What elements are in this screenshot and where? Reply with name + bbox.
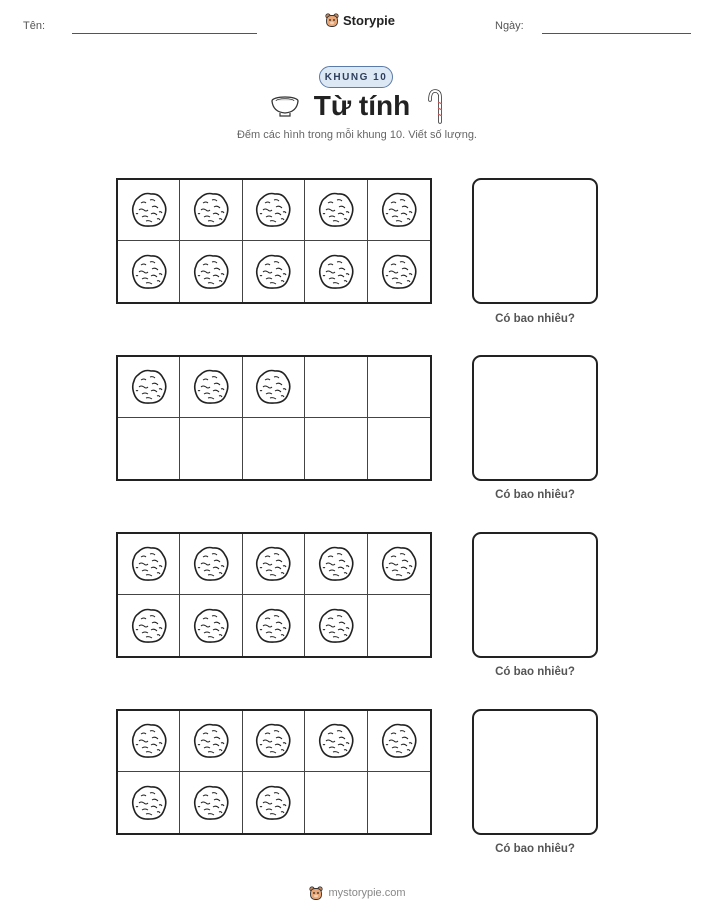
page-title: Từ tính	[313, 90, 411, 121]
ten-frame-cell	[305, 357, 367, 418]
ten-frame-cell	[180, 418, 242, 479]
rock-icon	[252, 720, 294, 762]
question-label: Có bao nhiêu?	[495, 313, 575, 325]
rock-icon	[315, 605, 357, 647]
bear-mascot-icon	[308, 885, 324, 901]
ten-frame-cell	[243, 357, 305, 418]
ten-frame-cell	[180, 534, 242, 595]
ten-frame	[116, 532, 432, 658]
rock-icon	[252, 366, 294, 408]
ten-frame-cell	[180, 711, 242, 772]
ten-frame-cell	[305, 772, 367, 833]
ten-frame-cell	[305, 711, 367, 772]
ten-frame-cell	[180, 180, 242, 241]
brand-name: Storypie	[343, 12, 396, 28]
date-field[interactable]	[542, 33, 691, 34]
rock-icon	[128, 189, 170, 231]
worksheet-type-badge: KHUNG 10	[319, 66, 393, 88]
rock-icon	[190, 189, 232, 231]
ten-frame-cell	[368, 241, 430, 302]
footer	[0, 885, 714, 901]
name-field[interactable]	[72, 33, 257, 34]
ten-frame-cell	[118, 534, 180, 595]
instructions: Đếm các hình trong mỗi khung 10. Viết số lượng.	[236, 129, 477, 141]
ten-frame-cell	[305, 534, 367, 595]
rock-icon	[190, 366, 232, 408]
ten-frame-cell	[118, 241, 180, 302]
ten-frame-cell	[368, 595, 430, 656]
ten-frame-cell	[243, 418, 305, 479]
ten-frame	[116, 355, 432, 481]
ten-frame	[116, 178, 432, 304]
ten-frame-cell	[243, 595, 305, 656]
rock-icon	[252, 543, 294, 585]
rock-icon	[378, 543, 420, 585]
ten-frame-cell	[305, 418, 367, 479]
ten-frame-cell	[118, 595, 180, 656]
rock-icon	[128, 720, 170, 762]
ten-frame-cell	[368, 357, 430, 418]
question-label: Có bao nhiêu?	[495, 666, 575, 678]
footer-url: mystorypie.com	[328, 887, 406, 899]
ten-frame-cell	[305, 595, 367, 656]
cane-icon	[424, 88, 444, 124]
ten-frame-cell	[180, 357, 242, 418]
rock-icon	[315, 251, 357, 293]
ten-frame-cell	[243, 534, 305, 595]
rock-icon	[378, 189, 420, 231]
answer-box[interactable]	[472, 709, 598, 835]
rock-icon	[128, 543, 170, 585]
rock-icon	[190, 251, 232, 293]
rock-icon	[128, 605, 170, 647]
ten-frame-cell	[368, 418, 430, 479]
rock-icon	[128, 366, 170, 408]
bear-mascot-icon	[324, 12, 340, 28]
rock-icon	[252, 782, 294, 824]
ten-frame-cell	[243, 711, 305, 772]
ten-frame-cell	[368, 772, 430, 833]
ten-frame-cell	[305, 241, 367, 302]
rock-icon	[190, 782, 232, 824]
rock-icon	[315, 720, 357, 762]
ten-frame-cell	[118, 772, 180, 833]
question-label: Có bao nhiêu?	[495, 843, 575, 855]
ten-frame	[116, 709, 432, 835]
answer-box[interactable]	[472, 532, 598, 658]
ten-frame-cell	[243, 241, 305, 302]
rock-icon	[252, 189, 294, 231]
ten-frame-cell	[243, 180, 305, 241]
answer-box[interactable]	[472, 178, 598, 304]
rock-icon	[128, 782, 170, 824]
ten-frame-cell	[118, 711, 180, 772]
ten-frame-cell	[180, 772, 242, 833]
ten-frame-cell	[305, 180, 367, 241]
brand-logo	[324, 12, 395, 28]
rock-icon	[252, 251, 294, 293]
ten-frame-cell	[180, 241, 242, 302]
rock-icon	[128, 251, 170, 293]
rock-icon	[315, 189, 357, 231]
date-label: Ngày:	[495, 20, 524, 32]
rock-icon	[190, 720, 232, 762]
ten-frame-cell	[118, 418, 180, 479]
rock-icon	[252, 605, 294, 647]
ten-frame-cell	[368, 711, 430, 772]
title-row	[0, 88, 714, 124]
ten-frame-cell	[118, 357, 180, 418]
rock-icon	[190, 605, 232, 647]
name-label: Tên:	[23, 20, 46, 32]
ten-frame-cell	[243, 772, 305, 833]
ten-frame-cell	[180, 595, 242, 656]
rock-icon	[378, 251, 420, 293]
rock-icon	[190, 543, 232, 585]
rock-icon	[378, 720, 420, 762]
ten-frame-cell	[368, 180, 430, 241]
question-label: Có bao nhiêu?	[495, 489, 575, 501]
rock-icon	[315, 543, 357, 585]
ten-frame-cell	[118, 180, 180, 241]
ten-frame-cell	[368, 534, 430, 595]
bowl-icon	[270, 93, 300, 119]
answer-box[interactable]	[472, 355, 598, 481]
